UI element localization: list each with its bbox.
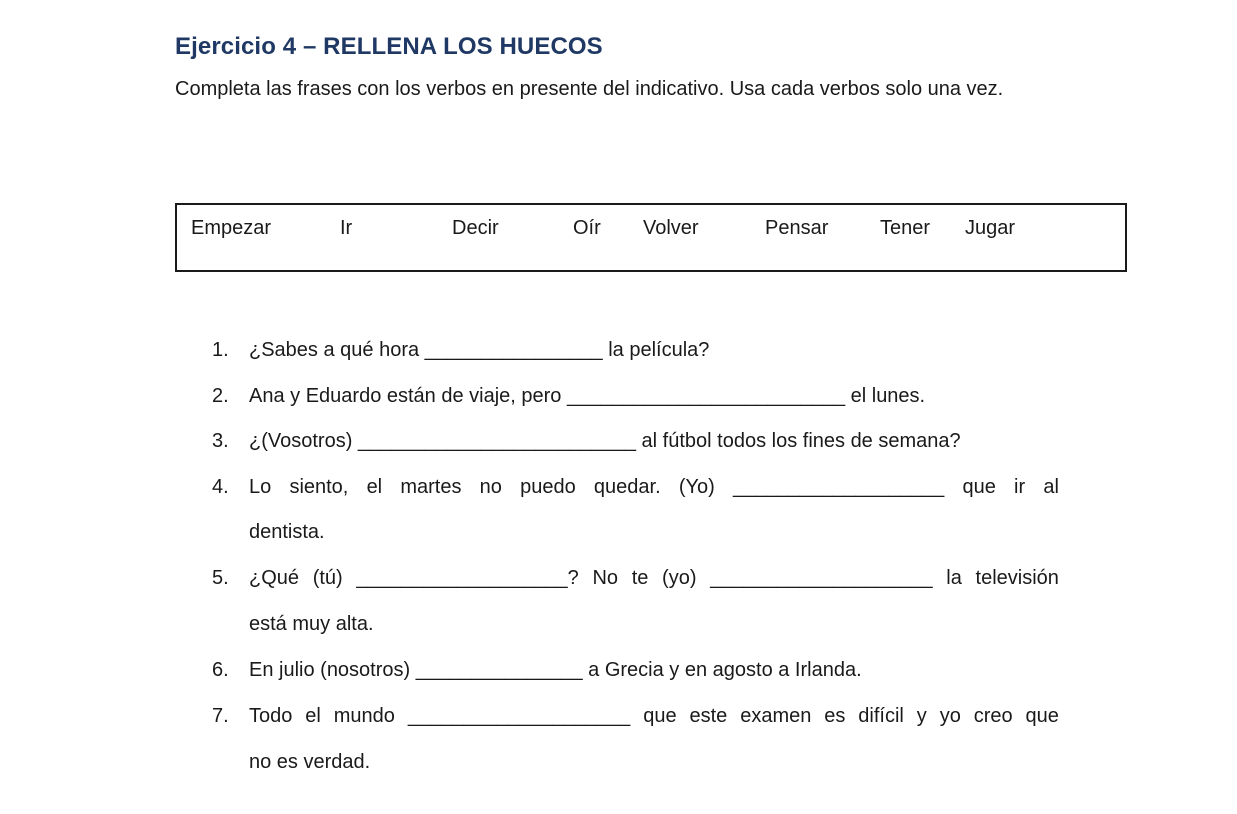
word: (tú) xyxy=(312,567,343,589)
item-7-line-2: no es verdad. xyxy=(249,751,371,773)
item-number: 6. xyxy=(212,659,229,681)
word: ¿Qué xyxy=(249,567,300,589)
word: siento, xyxy=(289,476,349,498)
item-5-line-1 xyxy=(249,566,1059,590)
word: no xyxy=(479,476,502,498)
exercise-instructions: Completa las frases con los verbos en presente del indicativo. Usa cada verbos solo una vez. xyxy=(175,78,1004,100)
item-7-line-1 xyxy=(249,704,1059,728)
blank: ___________________? xyxy=(356,567,579,589)
blank: ____________________ xyxy=(407,705,631,727)
word: que xyxy=(962,476,996,498)
word: Todo xyxy=(249,705,293,727)
exercise-title: Ejercicio 4 – RELLENA LOS HUECOS xyxy=(175,33,603,60)
word: quedar. xyxy=(593,476,661,498)
word: difícil xyxy=(858,705,904,727)
word: ir xyxy=(1014,476,1026,498)
word: el xyxy=(366,476,383,498)
verb-oir: Oír xyxy=(573,217,601,239)
verb-empezar: Empezar xyxy=(191,217,272,239)
verb-volver: Volver xyxy=(643,217,699,239)
item-number: 5. xyxy=(212,567,229,589)
word: yo xyxy=(939,705,961,727)
item-4-line-1 xyxy=(249,475,1059,499)
word: examen xyxy=(740,705,812,727)
word: que xyxy=(643,705,677,727)
word: creo xyxy=(973,705,1013,727)
blank: ___________________ xyxy=(732,476,945,498)
verb-pensar: Pensar xyxy=(765,217,829,239)
item-number: 7. xyxy=(212,705,229,727)
verb-tener: Tener xyxy=(880,217,931,239)
word: al xyxy=(1043,476,1059,498)
item-1-text: ¿Sabes a qué hora ________________ la película? xyxy=(249,339,710,361)
item-5-line-2: está muy alta. xyxy=(249,613,374,635)
verb-ir: Ir xyxy=(340,217,353,239)
word: este xyxy=(689,705,728,727)
word: (yo) xyxy=(662,567,697,589)
word: que xyxy=(1025,705,1059,727)
word: puedo xyxy=(520,476,576,498)
blank: ____________________ xyxy=(710,567,933,589)
word: televisión xyxy=(975,567,1059,589)
word: No xyxy=(592,567,619,589)
word: la xyxy=(946,567,962,589)
word: te xyxy=(631,567,649,589)
item-number: 3. xyxy=(212,430,229,452)
word: (Yo) xyxy=(678,476,715,498)
verb-decir: Decir xyxy=(452,217,499,239)
item-3-text: ¿(Vosotros) _________________________ al fútbol todos los fines de semana? xyxy=(249,430,961,452)
item-number: 2. xyxy=(212,385,229,407)
word: martes xyxy=(400,476,462,498)
item-4-line-2: dentista. xyxy=(249,521,325,543)
item-2-text: Ana y Eduardo están de viaje, pero _________________________ el lunes. xyxy=(249,385,926,407)
word: y xyxy=(916,705,927,727)
item-6-text: En julio (nosotros) _______________ a Grecia y en agosto a Irlanda. xyxy=(249,659,862,681)
item-number: 4. xyxy=(212,476,229,498)
word: Lo xyxy=(249,476,272,498)
word: es xyxy=(824,705,846,727)
item-number: 1. xyxy=(212,339,229,361)
word: mundo xyxy=(333,705,395,727)
verb-jugar: Jugar xyxy=(965,217,1016,239)
verb-bank-box xyxy=(175,203,1127,272)
word: el xyxy=(305,705,321,727)
